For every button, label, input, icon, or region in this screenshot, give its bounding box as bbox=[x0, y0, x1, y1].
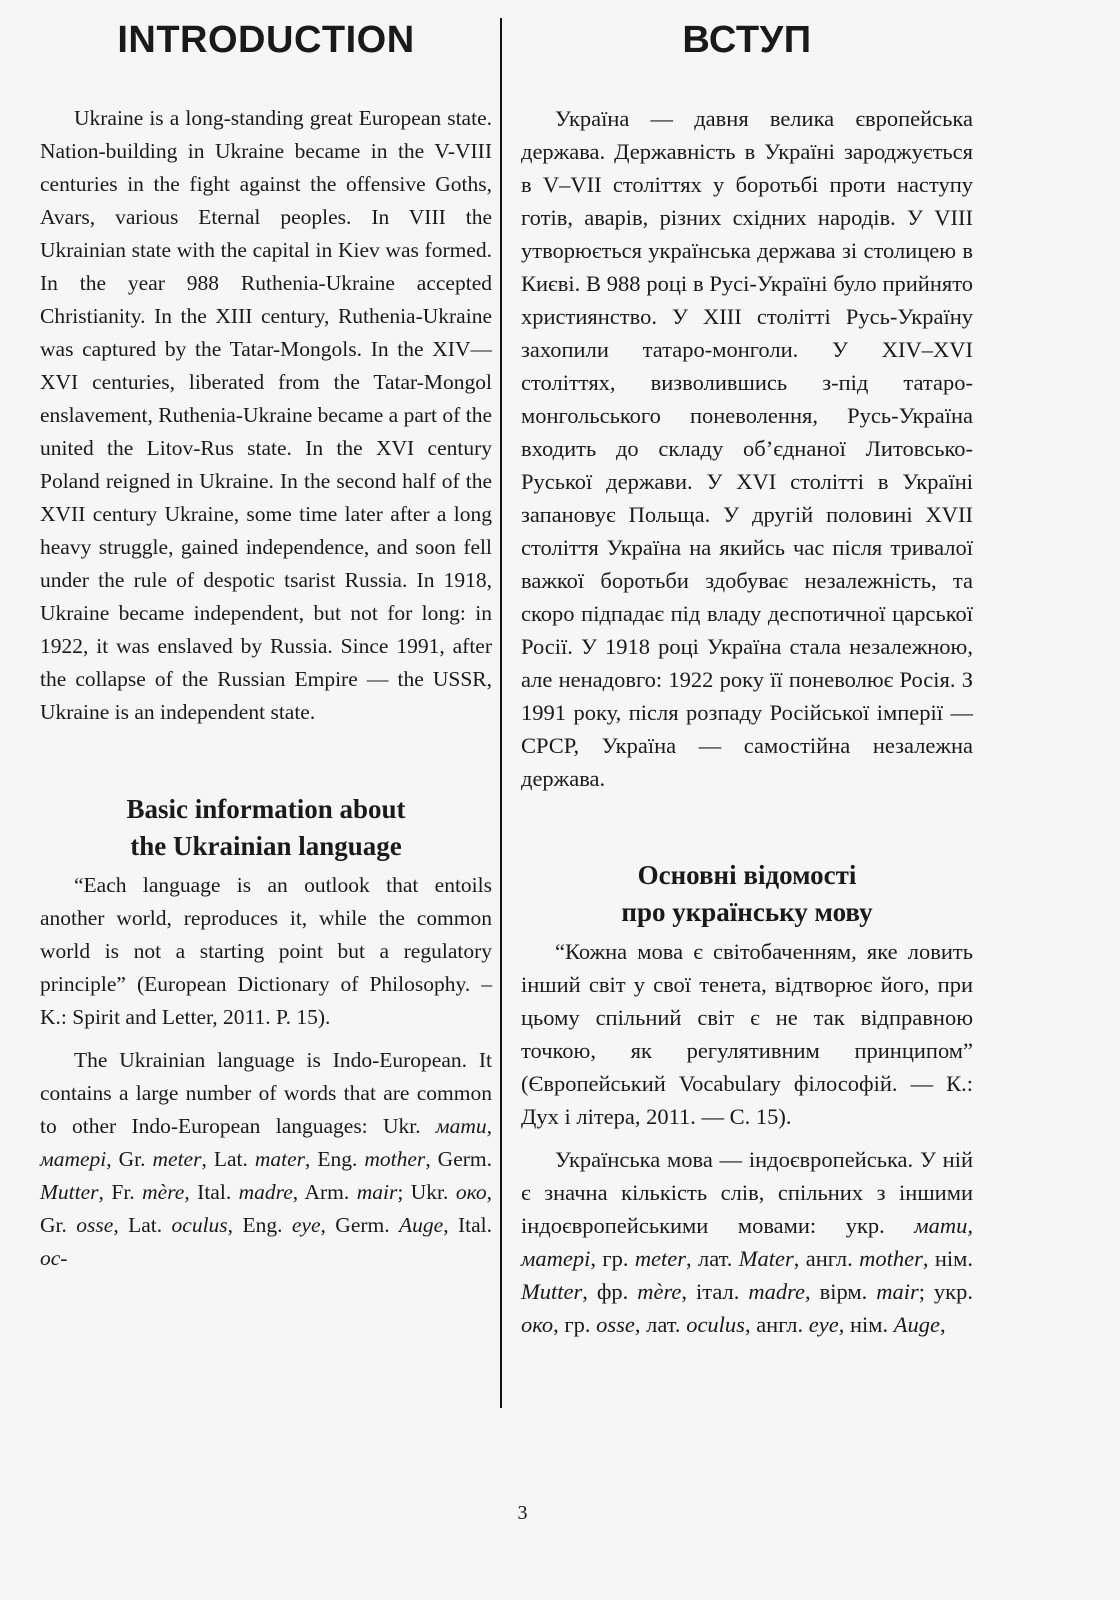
section-title-uk bbox=[521, 857, 973, 931]
section-title-en-line1: Basic information about bbox=[126, 794, 406, 824]
language-paragraph-uk: Українська мова — індоєвропейська. У ній є значна кількість слів, спільних з іншими індоєвропейськими мовами: укр. мати, матері, гр. meter, лат. Mater, англ. mother, нім. Mutter, фр. mère, італ. madre, вірм. mair; укр. око, гр. osse, лат. oculus, англ. eye, нім. Auge, bbox=[521, 1147, 973, 1337]
right-column-ukrainian bbox=[521, 18, 973, 1351]
section-title-uk-line2: про українську мову bbox=[621, 897, 873, 927]
column-divider bbox=[500, 18, 502, 1408]
intro-title-uk: ВСТУП bbox=[682, 19, 812, 61]
language-paragraph-en: The Ukrainian language is Indo-European. It contains a large number of words that are common to other Indo-European languages: Ukr. мати, матері, Gr. meter, Lat. mater, Eng. mother, Germ. Mutter, Fr. mère, Ital. madre, Arm. mair; Ukr. око, Gr. osse, Lat. oculus, Eng. eye, Germ. Auge, Ital. oc- bbox=[40, 1048, 493, 1270]
intro-title-en: INTRODUCTION bbox=[117, 19, 415, 61]
section-title-en bbox=[40, 791, 492, 865]
quote-paragraph-en: “Each language is an outlook that entoils another world, reproduces it, while the common world is not a starting point but a regulatory principle” (European Dictionary of Philosophy. – K.: Spirit and Letter, 2011. P. 15). bbox=[40, 873, 492, 1029]
section-title-en-line2: the Ukrainian language bbox=[130, 831, 402, 861]
left-column-english bbox=[40, 18, 492, 1285]
section-title-uk-line1: Основні відомості bbox=[637, 860, 857, 890]
quote-paragraph-uk: “Кожна мова є світобаченням, яке ловить інший світ у свої тенета, відтворює його, при цьому спільний світ є не так відправною точкою, як регулятивним принципом” (Європейський Vocabulary філософій. — К.: Дух і літера, 2011. — С. 15). bbox=[521, 939, 973, 1129]
page-number: 3 bbox=[517, 1502, 528, 1524]
intro-paragraph-uk: Україна — давня велика європейська держава. Державність в Україні зароджується в V–VII століттях у боротьбі проти наступу готів, аварів, різних східних народів. У VIII утворюється українська держава зі столицею в Києві. В 988 році в Русі-Україні було прийнято християнство. У XIII столітті Русь-Україну захопили татаро-монголи. У XIV–XVI століттях, визволившись з-під татаро-монгольського поневолення, Русь-Україна входить до складу об’єднаної Литовсько-Руської держави. У XVI столітті в Україні запановує Польща. У другій половині XVII століття Україна на якийсь час після тривалої важкої боротьби здобуває незалежність, та скоро підпадає під владу деспотичної царської Росії. У 1918 році Україна стала незалежною, але ненадовго: 1922 року її поневолює Росія. З 1991 року, після розпаду Російської імперії — СРСР, Україна — самостійна незалежна держава. bbox=[521, 106, 973, 791]
intro-paragraph-en: Ukraine is a long-standing great European state. Nation-building in Ukraine became in the V-VIII centuries in the fight against the offensive Goths, Avars, various Eternal peoples. In VIII the Ukrainian state with the capital in Kiev was formed. In the year 988 Ruthenia-Ukraine accepted Christianity. In the XIII century, Ruthenia-Ukraine was captured by the Tatar-Mongols. In the XIV—XVI centuries, liberated from the Tatar-Mongol enslavement, Ruthenia-Ukraine became a part of the united the Litov-Rus state. In the XVI century Poland reigned in Ukraine. In the second half of the XVII century Ukraine, some time later after a long heavy struggle, gained independence, and soon fell under the rule of despotic tsarist Russia. In 1918, Ukraine became independent, but not for long: in 1922, it was enslaved by Russia. Since 1991, after the collapse of the Russian Empire — the USSR, Ukraine is an independent state. bbox=[40, 106, 492, 724]
